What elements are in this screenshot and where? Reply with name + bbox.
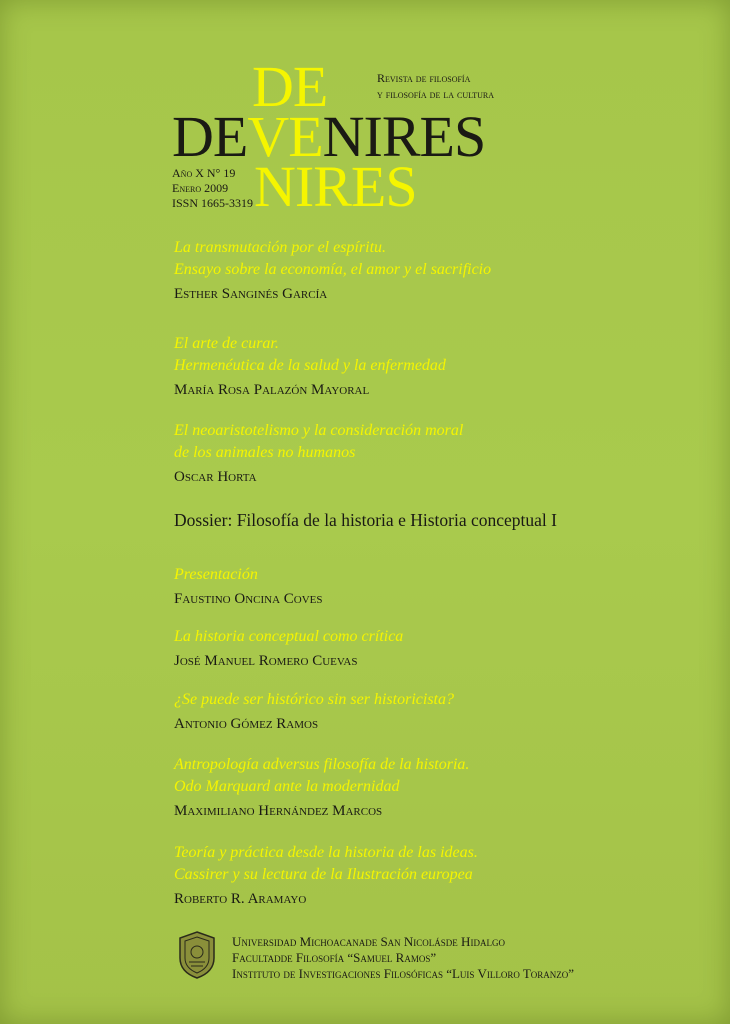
- dossier-heading: Dossier: Filosofía de la historia e Historia conceptual I: [174, 510, 557, 530]
- issue-number: Año X N° 19: [172, 166, 236, 180]
- article-author: Maximiliano Hernández Marcos: [174, 803, 383, 819]
- issue-date: Enero 2009: [172, 181, 229, 195]
- logo-part-de: DE: [172, 104, 248, 169]
- article-title: Antropología adversus filosofía de la historia.: [174, 756, 470, 773]
- article-author: Antonio Gómez Ramos: [174, 716, 319, 732]
- logo-nires-bottom: NIRES: [254, 154, 417, 219]
- article-author: Esther Sanginés García: [174, 286, 328, 302]
- article-title: Presentación: [174, 566, 258, 583]
- subtitle-line-2: y filosofía de la cultura: [377, 87, 495, 101]
- article-title: Ensayo sobre la economía, el amor y el sacrificio: [174, 261, 492, 278]
- article-title: La historia conceptual como crítica: [174, 628, 404, 645]
- article-title: Cassirer y su lectura de la Ilustración europea: [174, 866, 473, 883]
- journal-subtitle: [377, 70, 494, 102]
- footer-faculty: Facultadde Filosofía “Samuel Ramos”: [232, 950, 437, 965]
- article-title: El neoaristotelismo y la consideración moral: [174, 422, 464, 439]
- dossier-article-3: [174, 689, 454, 735]
- article-3: [174, 420, 463, 488]
- institution-footer: [232, 934, 574, 982]
- dossier-article-1: [174, 564, 323, 610]
- article-author: José Manuel Romero Cuevas: [174, 653, 358, 669]
- dossier-article-2: [174, 626, 403, 672]
- subtitle-line-1: Revista de filosofía: [377, 71, 471, 85]
- university-seal-icon: [176, 930, 218, 980]
- article-title: La transmutación por el espíritu.: [174, 239, 387, 256]
- article-title: Teoría y práctica desde la historia de las ideas.: [174, 844, 478, 861]
- dossier-article-4: [174, 754, 469, 822]
- article-author: María Rosa Palazón Mayoral: [174, 382, 370, 398]
- article-title: Odo Marquard ante la modernidad: [174, 778, 400, 795]
- article-author: Oscar Horta: [174, 469, 257, 485]
- article-2: [174, 333, 446, 401]
- logo-de-top: DE: [252, 54, 328, 119]
- footer-university: Universidad Michoacanade San Nicolásde Hidalgo: [232, 934, 505, 949]
- logo-part-nires: NIRES: [322, 104, 486, 169]
- article-title: ¿Se puede ser histórico sin ser historicista?: [174, 691, 454, 708]
- footer-institute: Instituto de Investigaciones Filosóficas “Luis Villoro Toranzo”: [232, 966, 575, 981]
- article-author: Faustino Oncina Coves: [174, 591, 323, 607]
- article-title: El arte de curar.: [174, 335, 279, 352]
- article-1: [174, 237, 491, 305]
- article-title: de los animales no humanos: [174, 444, 356, 461]
- issn: ISSN 1665-3319: [172, 196, 254, 210]
- article-title: Hermenéutica de la salud y la enfermedad: [174, 357, 446, 374]
- issue-info: [172, 166, 253, 211]
- logo-part-ve: VE: [247, 104, 323, 169]
- dossier-article-5: [174, 842, 478, 910]
- article-author: Roberto R. Aramayo: [174, 891, 307, 907]
